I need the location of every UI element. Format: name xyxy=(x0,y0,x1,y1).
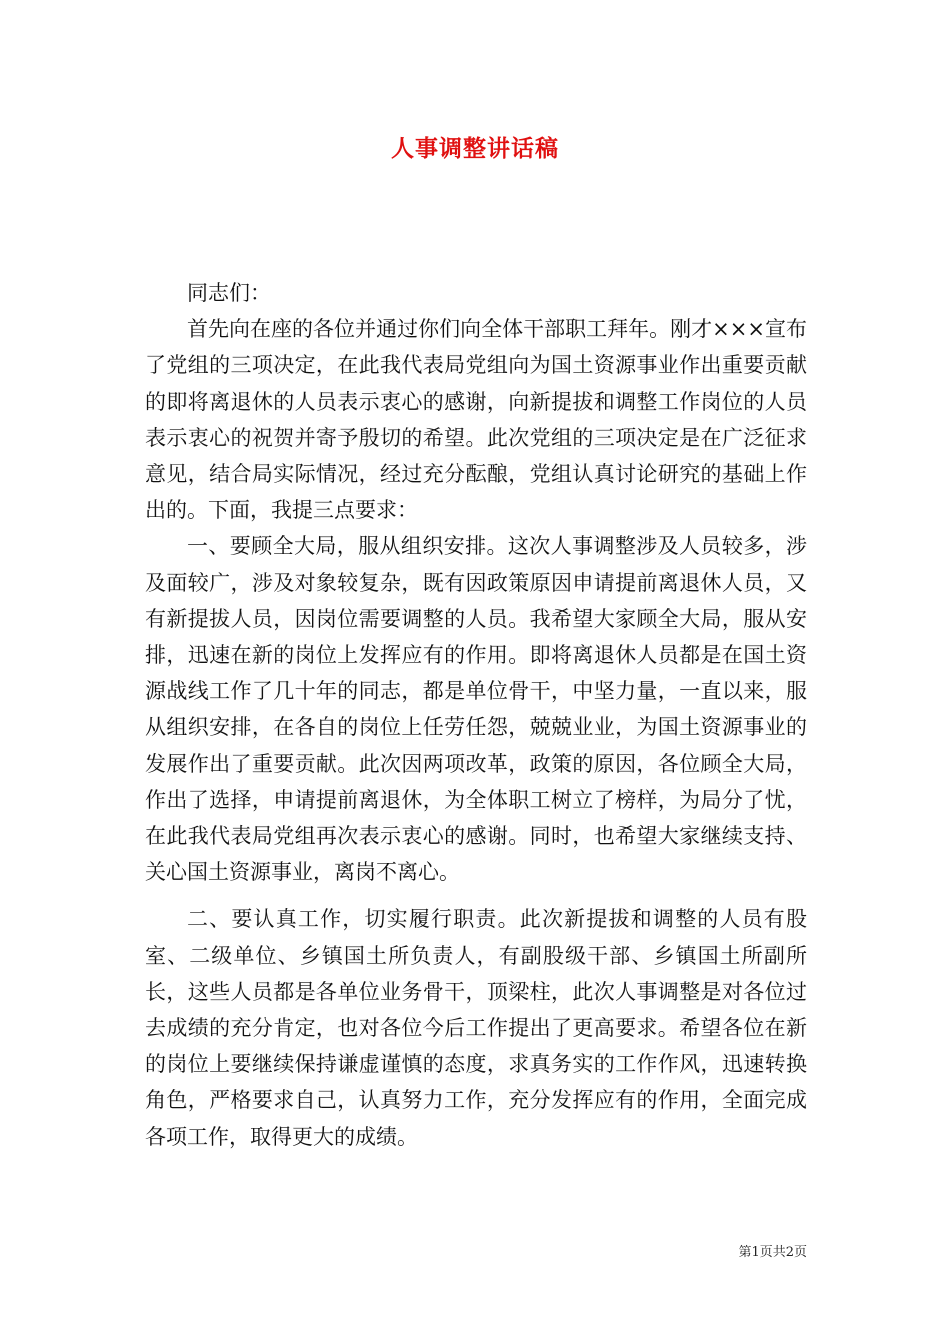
point-two-paragraph: 二、要认真工作，切实履行职责。此次新提拔和调整的人员有股室、二级单位、乡镇国土所负责人，有副股级干部、乡镇国土所副所长，这些人员都是各单位业务骨干，顶梁柱，此次人事调整是对各位过去成绩的充分肯定，也对各位今后工作提出了更高要求。希望各位在新的岗位上要继续保持谦虚谨慎的态度，求真务实的工作作风，迅速转换角色，严格要求自己，认真努力工作，充分发挥应有的作用，全面完成各项工作，取得更大的成绩。 xyxy=(145,907,807,1149)
intro-paragraph: 首先向在座的各位并通过你们向全体干部职工拜年。刚才×××宣布了党组的三项决定，在此我代表局党组向为国土资源事业作出重要贡献的即将离退休的人员表示衷心的感谢，向新提拔和调整工作岗位的人员表示衷心的祝贺并寄予殷切的希望。此次党组的三项决定是在广泛征求意见，结合局实际情况，经过充分酝酿，党组认真讨论研究的基础上作出的。下面，我提三点要求： xyxy=(145,317,807,523)
document-title: 人事调整讲话稿 xyxy=(391,135,559,162)
page-number: 第1页共2页 xyxy=(738,1245,807,1260)
salutation-paragraph: 同志们： xyxy=(187,281,271,305)
document-body xyxy=(145,275,807,1155)
point-one-paragraph: 一、要顾全大局，服从组织安排。这次人事调整涉及人员较多，涉及面较广，涉及对象较复杂，既有因政策原因申请提前离退休人员，又有新提拔人员，因岗位需要调整的人员。我希望大家顾全大局，服从安排，迅速在新的岗位上发挥应有的作用。即将离退休人员都是在国土资源战线工作了几十年的同志，都是单位骨干，中坚力量，一直以来，服从组织安排，在各自的岗位上任劳任怨，兢兢业业，为国土资源事业的发展作出了重要贡献。此次因两项改革，政策的原因，各位顾全大局，作出了选择，申请提前离退休，为全体职工树立了榜样，为局分了忧，在此我代表局党组再次表示衷心的感谢。同时，也希望大家继续支持、关心国土资源事业，离岗不离心。 xyxy=(145,534,807,885)
